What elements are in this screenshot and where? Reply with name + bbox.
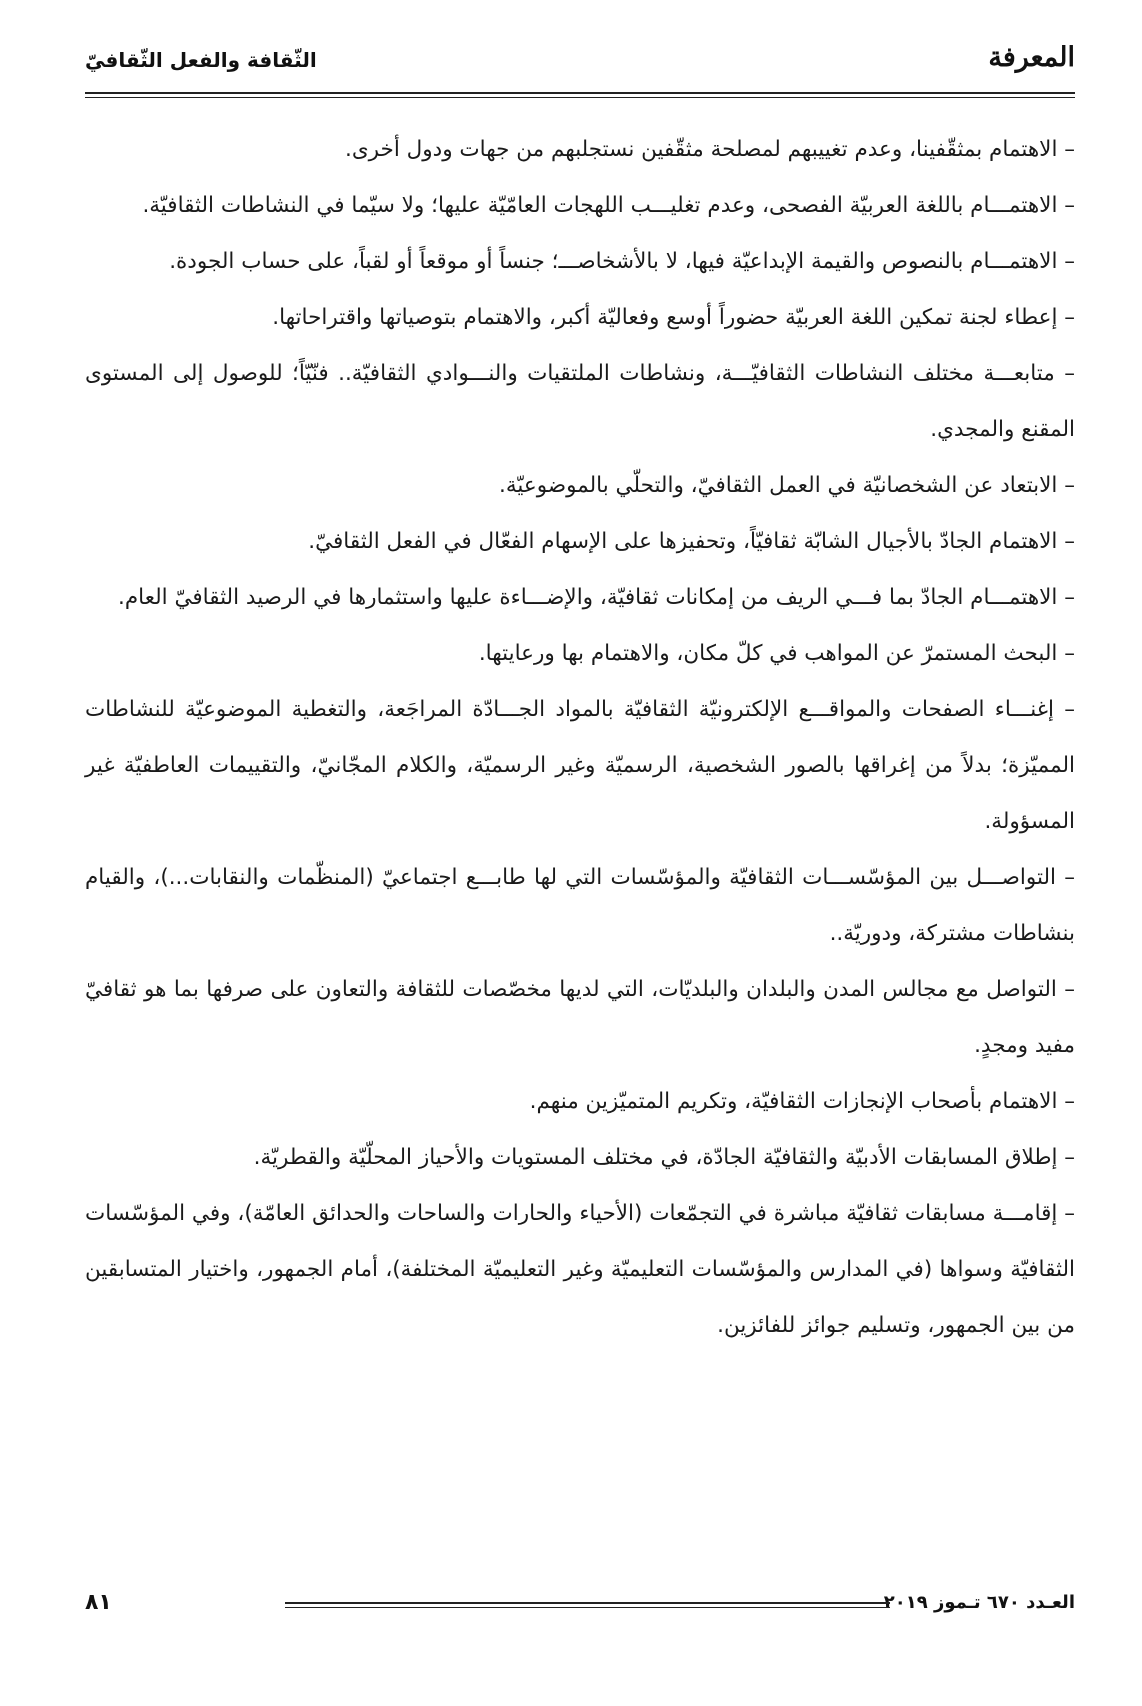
paragraph: – متابعـــة مختلف النشاطات الثقافيّـــة، ونشاطات الملتقيات والنـــوادي الثقافيّة.. فنّيّاً؛ للوصول إلى المستوى المقنع والمجدي. [85, 361, 1075, 442]
paragraph: – الاهتمـــام بالنصوص والقيمة الإبداعيّة فيها، لا بالأشخاصـــ؛ جنساً أو موقعاً أو لقباً، على حساب الجودة. [169, 249, 1075, 274]
header-rule-thin [85, 97, 1075, 98]
article-body [85, 122, 1075, 1354]
paragraph: – الاهتمام الجادّ بالأجيال الشابّة ثقافيّاً، وتحفيزها على الإسهام الفعّال في الفعل الثقافيّ. [308, 529, 1075, 554]
paragraph: – الاهتمـــام باللغة العربيّة الفصحى، وعدم تغليـــب اللهجات العامّيّة عليها؛ ولا سيّما في النشاطات الثقافيّة. [142, 193, 1075, 218]
paragraph: – الاهتمام بمثقّفينا، وعدم تغييبهم لمصلحة مثقّفين نستجلبهم من جهات ودول أخرى. [345, 137, 1075, 162]
paragraph: – إطلاق المسابقات الأدبيّة والثقافيّة الجادّة، في مختلف المستويات والأحياز المحلّيّة والقطريّة. [253, 1145, 1075, 1170]
header-rule [85, 92, 1075, 94]
paragraph: – إقامـــة مسابقات ثقافيّة مباشرة في التجمّعات (الأحياء والحارات والساحات والحدائق العامّة)، وفي المؤسّسات الثقافيّة وسواها (في المدارس والمؤسّسات التعليميّة وغير التعليميّة المختلفة)، أمام الجمهور، واختيار المتسابقين من بين الجمهور، وتسليم جوائز للفائزين. [85, 1201, 1075, 1338]
page-number: ٨١ [85, 1590, 112, 1615]
paragraph: – الابتعاد عن الشخصانيّة في العمل الثقافيّ، والتحلّي بالموضوعيّة. [499, 473, 1075, 498]
paragraph: – البحث المستمرّ عن المواهب في كلّ مكان، والاهتمام بها ورعايتها. [478, 641, 1075, 666]
paragraph: – الاهتمام بأصحاب الإنجازات الثقافيّة، وتكريم المتميّزين منهم. [529, 1089, 1075, 1114]
paragraph: – إغنـــاء الصفحات والمواقـــع الإلكترونيّة الثقافيّة بالمواد الجـــادّة المراجَعة، والتغطية الموضوعيّة للنشاطات المميّزة؛ بدلاً من إغراقها بالصور الشخصية، الرسميّة وغير الرسميّة، والكلام المجّانيّ، والتقييمات العاطفيّة غير المسؤولة. [85, 697, 1075, 834]
running-title: الثّقافة والفعل الثّقافيّ [85, 48, 317, 72]
paragraph: – التواصل مع مجالس المدن والبلدان والبلديّات، التي لديها مخصّصات للثقافة والتعاون على صرفها بما هو ثقافيّ مفيد ومجدٍ. [85, 977, 1075, 1058]
footer-rule [285, 1602, 890, 1604]
page-footer [85, 1592, 1075, 1632]
footer-rule-thin [285, 1607, 890, 1608]
paragraph: – التواصـــل بين المؤسّســـات الثقافيّة والمؤسّسات التي لها طابـــع اجتماعيّ (المنظّمات والنقابات...)، والقيام بنشاطات مشتركة، ودوريّة.. [85, 865, 1075, 946]
page-header [85, 38, 1075, 88]
issue-info: العـدد ٦٧٠ تـموز ٢٠١٩ [883, 1592, 1075, 1613]
paragraph: – الاهتمـــام الجادّ بما فـــي الريف من إمكانات ثقافيّة، والإضـــاءة عليها واستثمارها في الرصيد الثقافيّ العام. [118, 585, 1075, 610]
paragraph: – إعطاء لجنة تمكين اللغة العربيّة حضوراً أوسع وفعاليّة أكبر، والاهتمام بتوصياتها واقتراحاتها. [272, 305, 1075, 330]
magazine-logo: المعرفة [988, 42, 1075, 73]
